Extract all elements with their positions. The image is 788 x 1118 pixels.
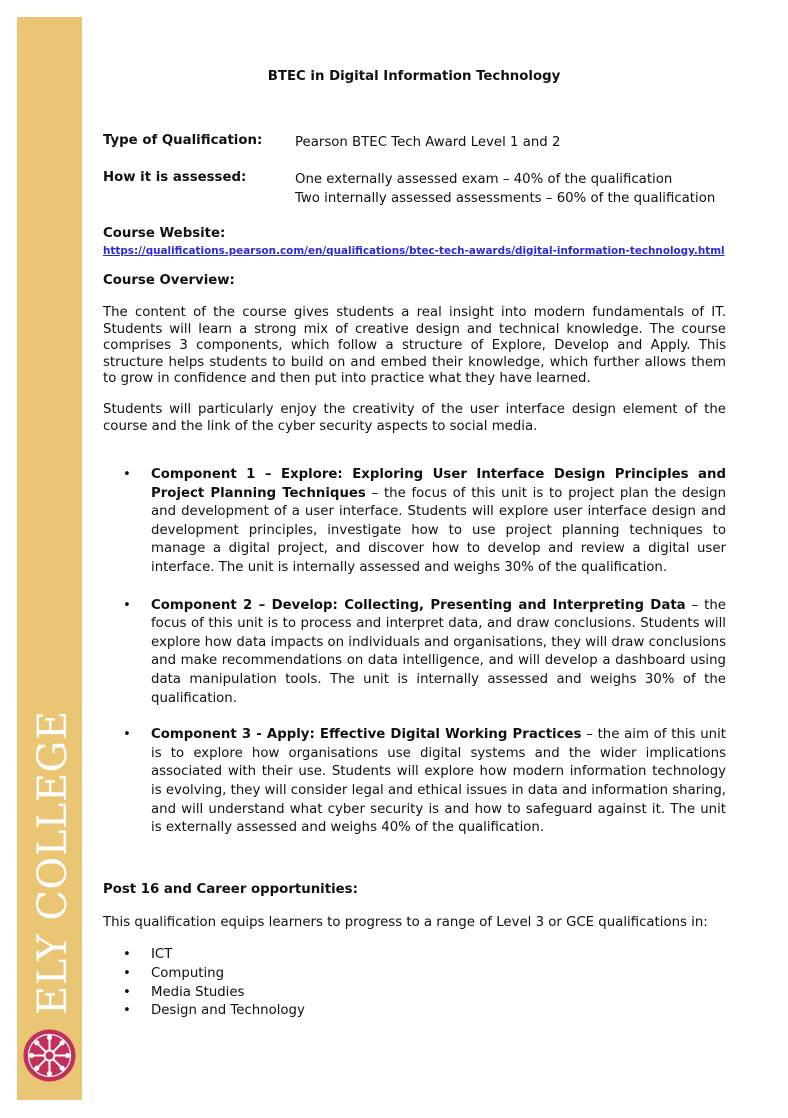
bullet: • — [123, 727, 131, 743]
bullet: • — [123, 947, 131, 962]
careers-heading: Post 16 and Career opportunities: — [103, 882, 358, 897]
career-subject: Design and Technology — [151, 1003, 305, 1019]
component-list — [103, 466, 726, 838]
bullet: • — [123, 597, 131, 613]
overview-paragraph: Students will particularly enjoy the creativity of the user interface design element of the course and the link of the cyber security aspects to social media. — [103, 402, 726, 434]
list-item — [103, 946, 305, 965]
college-emblem-icon — [23, 1029, 76, 1082]
component-description: – the focus of this unit is to project plan the design and development of a user interface. Students will explore user interface design and development principles, investigate how to use project planning techniques to manage a digital project, and discover how to develop and review a digital user interface. The unit is internally assessed and weighs 30% of the qualification. — [151, 485, 727, 575]
list-item — [103, 466, 726, 578]
list-item — [103, 597, 726, 709]
bullet: • — [123, 467, 131, 482]
list-item — [103, 726, 726, 838]
career-subject: Media Studies — [151, 984, 245, 1000]
college-sidebar-band — [17, 17, 82, 1100]
overview-heading: Course Overview: — [103, 273, 235, 288]
website-heading: Course Website: — [103, 226, 226, 241]
careers-intro: This qualification equips learners to progress to a range of Level 3 or GCE qualifications in: — [103, 915, 708, 930]
bullet: • — [123, 1003, 131, 1019]
qualification-value: Pearson BTEC Tech Award Level 1 and 2 — [295, 135, 561, 150]
component-title: Component 2 – Develop: Collecting, Presenting and Interpreting Data — [151, 597, 686, 613]
document-title: BTEC in Digital Information Technology — [267, 69, 561, 84]
component-description: – the focus of this unit is to process and interpret data, and draw conclusions. Students will explore how data impacts on individuals and organisations, they will draw conclusions and make recommendations on data intelligence, and will develop a dashboard using data manipulation tools. The unit is internally assessed and weighs 30% of the qualification. — [151, 597, 726, 706]
list-item — [103, 965, 305, 984]
assessment-label: How it is assessed: — [103, 170, 247, 185]
component-title: Component 1 – Explore: Exploring User Interface Design Principles and Project Planning Techniques — [151, 467, 726, 501]
career-list — [103, 946, 305, 1021]
component-title: Component 3 - Apply: Effective Digital Working Practices — [151, 727, 582, 743]
list-item — [103, 984, 305, 1003]
bullet: • — [123, 984, 131, 1000]
list-item — [103, 1002, 305, 1021]
college-name: ELY COLLEGE — [30, 710, 76, 1015]
component-description: – the aim of this unit is to explore how organisations use digital systems and the wider implications associated with their use. Students will explore how modern information technology is evolving, they will consider legal and ethical issues in data and information sharing, and will understand what cyber security is and how to safeguard against it. The unit is externally assessed and weighs 40% of the qualification. — [151, 727, 726, 836]
assessment-lines — [295, 170, 715, 208]
bullet: • — [123, 965, 131, 981]
assessment-line: One externally assessed exam – 40% of the qualification — [295, 172, 673, 187]
overview-paragraph: The content of the course gives students a real insight into modern fundamentals of IT. Students will learn a strong mix of creative design and technical knowledge. The course comprises 3 components, which follow a structure of Explore, Develop and Apply. This structure helps students to build on and embed their knowledge, which further allows them to grow in confidence and then put into practice what they have learned. — [103, 305, 726, 386]
assessment-line: Two internally assessed assessments – 60% of the qualification — [295, 191, 716, 206]
course-website-link[interactable]: https://qualifications.pearson.com/en/qualifications/btec-tech-awards/digital-information-technology.html — [103, 245, 725, 257]
career-subject: Computing — [151, 965, 225, 981]
qualification-label: Type of Qualification: — [103, 133, 263, 148]
career-subject: ICT — [151, 947, 173, 962]
